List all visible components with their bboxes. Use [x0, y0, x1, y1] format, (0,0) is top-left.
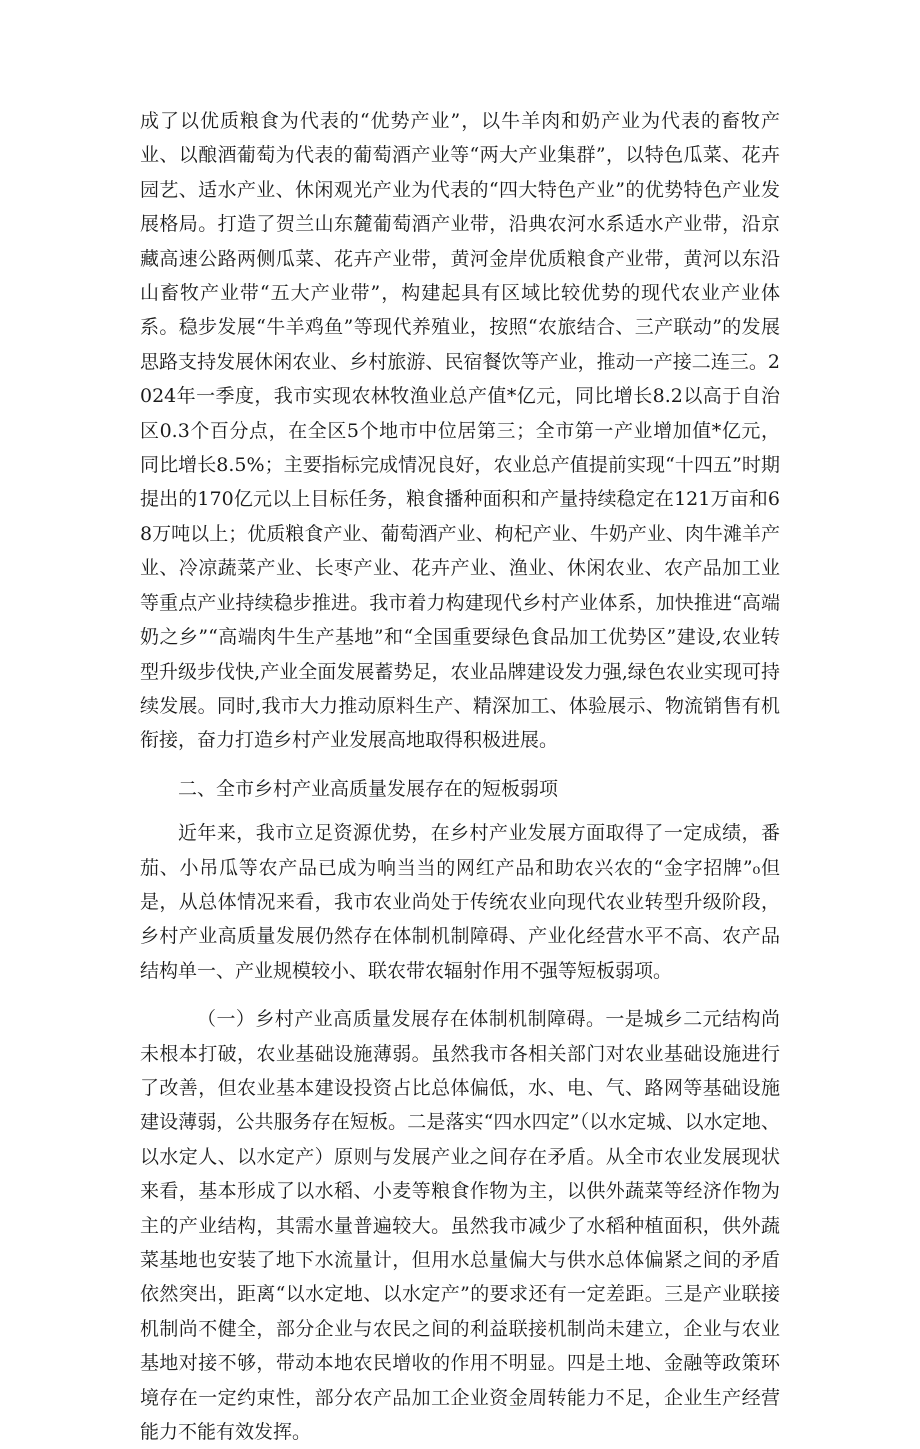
body-paragraph-institutional-barriers: （一）乡村产业高质量发展存在体制机制障碍。一是城乡二元结构尚未根本打破，农业基础设施薄弱。虽然我市各相关部门对农业基础设施进行了改善，但农业基本建设投资占比总体偏低，水、电、气、路网等基础设施建设薄弱，公共服务存在短板。二是落实“四水四定”（以水定城、以水定地、以水定人、以水定产）原则与发展产业之间存在矛盾。从全市农业发展现状来看，基本形成了以水稻、小麦等粮食作物为主，以供外蔬菜等经济作物为主的产业结构，其需水量普遍较大。虽然我市减少了水稻种植面积，供外蔬菜基地也安装了地下水流量计，但用水总量偏大与供水总体偏紧之间的矛盾依然突出，距离“以水定地、以水定产”的要求还有一定差距。三是产业联接机制尚不健全，部分企业与农民之间的利益联接机制尚未建立，企业与农业基地对接不够，带动本地农民增收的作用不明显。四是土地、金融等政策环境存在一定约束性，部分农产品加工企业资金周转能力不足，企业生产经营能力不能有效发挥。	[140, 1008, 780, 1444]
section-heading-shortcomings: 二、全市乡村产业高质量发展存在的短板弱项	[178, 777, 559, 800]
document-page	[140, 104, 780, 1449]
body-paragraph-overview: 近年来，我市立足资源优势，在乡村产业发展方面取得了一定成绩，番茄、小吊瓜等农产品已成为响当当的网红产品和助农兴农的“金字招牌”₀但是，从总体情况来看，我市农业尚处于传统农业向现代农业转型升级阶段，乡村产业高质量发展仍然存在体制机制障碍、产业化经营水平不高、农产品结构单一、产业规模较小、联农带农辐射作用不强等短板弱项。	[140, 822, 780, 982]
body-paragraph-industry-structure: 成了以优质粮食为代表的“优势产业”，以牛羊肉和奶产业为代表的畜牧产业、以酿酒葡萄为代表的葡萄酒产业等“两大产业集群”，以特色瓜菜、花卉园艺、适水产业、休闲观光产业为代表的“四大特色产业”的优势特色产业发展格局。打造了贺兰山东麓葡萄酒产业带，沿典农河水系适水产业带，沿京藏高速公路两侧瓜菜、花卉产业带，黄河金岸优质粮食产业带，黄河以东沿山畜牧产业带“五大产业带”，构建起具有区域比较优势的现代农业产业体系。稳步发展“牛羊鸡鱼”等现代养殖业，按照“农旅结合、三产联动”的发展思路支持发展休闲农业、乡村旅游、民宿餐饮等产业，推动一产接二连三。2024年一季度，我市实现农林牧渔业总产值*亿元，同比增长8.2以高于自治区0.3个百分点，在全区5个地市中位居第三；全市第一产业增加值*亿元，同比增长8.5%；主要指标完成情况良好，农业总产值提前实现“十四五”时期提出的170亿元以上目标任务，粮食播种面积和产量持续稳定在121万亩和68万吨以上；优质粮食产业、葡萄酒产业、枸杞产业、牛奶产业、肉牛滩羊产业、冷凉蔬菜产业、长枣产业、花卉产业、渔业、休闲农业、农产品加工业等重点产业持续稳步推进。我市着力构建现代乡村产业体系，加快推进“高端奶之乡”“高端肉牛生产基地”和“全国重要绿色食品加工优势区”建设,农业转型升级步伐快,产业全面发展蓄势足，农业品牌建设发力强,绿色农业实现可持续发展。同时,我市大力推动原料生产、精深加工、体验展示、物流销售有机衔接，奋力打造乡村产业发展高地取得积极进展。	[140, 110, 780, 752]
